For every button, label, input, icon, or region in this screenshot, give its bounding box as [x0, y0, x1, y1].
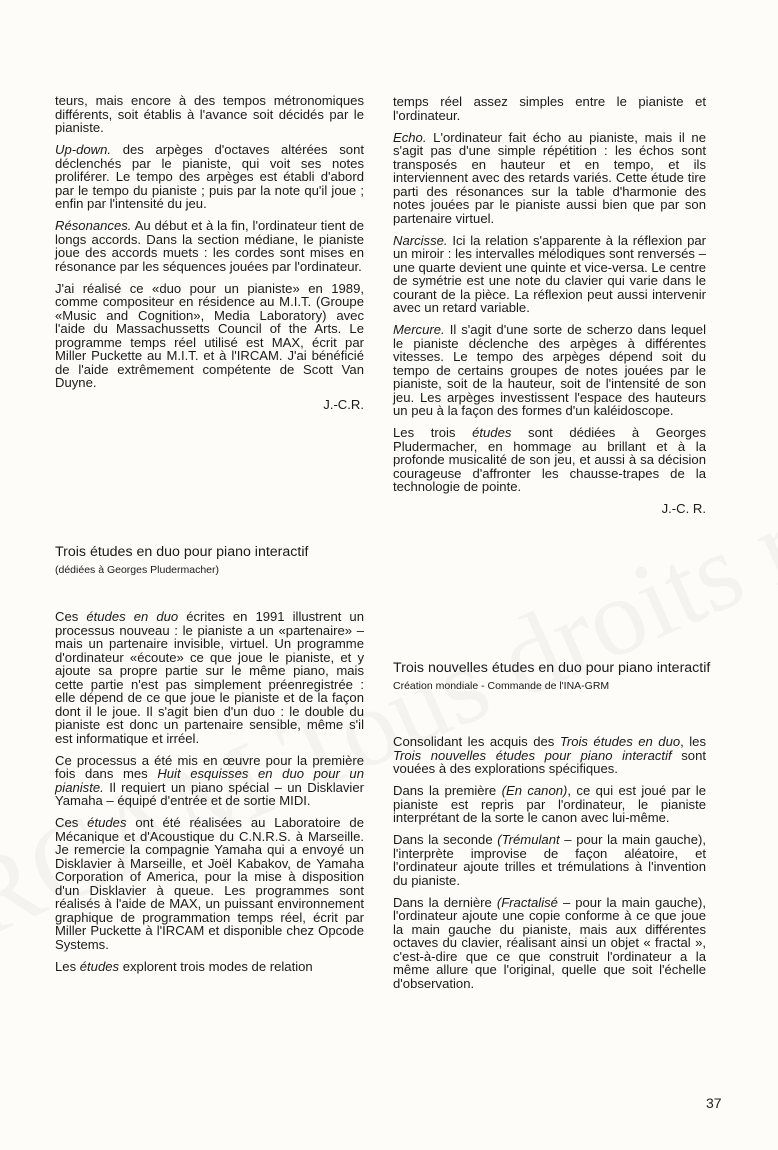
paragraph-narcisse	[393, 234, 706, 315]
text: L'ordinateur fait écho au pianiste, mais il ne s'agit pas d'une simple répétition : les échos sont transposés en hauteur et en tempo, et ils interviennent avec des retards variés. Cette étude tire parti des résonances sur la table d'harmonie des notes jouées par le pianiste aussi bien que par son partenaire virtuel.	[393, 129, 706, 226]
term-mercure: Mercure.	[393, 322, 445, 337]
paragraph-updown	[55, 143, 364, 211]
text: Il requiert un piano spécial – un Disklavier Yamaha – équipé d'entrée et de sortie MIDI.	[55, 779, 364, 808]
section2-subtitle: Création mondiale - Commande de l'INA-GRM	[393, 680, 610, 692]
section2-body	[393, 735, 706, 990]
text: ont été réalisées au Laboratoire de Mécanique et d'Acoustique du C.N.R.S. à Marseille. Je remercie la compagnie Yamaha qui a envoyé un Disklavier à Marseille, et Joël Kabakov, de Yamaha Corporation of America, pour la mise à disposition d'un Disklavier à queue. Les programmes sont réalisés à l'aide de MAX, un puissant environnement graphique de programmation temps réel, écrit par Miller Puckette à l'IRCAM et disponible chez Opcode Systems.	[55, 815, 364, 952]
text: explorent trois modes de relation	[119, 958, 313, 974]
emphasis: études	[472, 425, 512, 440]
section1-header	[55, 544, 375, 577]
section1-subtitle: (dédiées à Georges Pludermacher)	[55, 564, 220, 576]
paragraph-resonances	[55, 219, 364, 273]
emphasis: Trois nouvelles études pour piano interactif	[393, 747, 672, 763]
emphasis: Trois études en duo	[559, 734, 681, 749]
paragraph	[55, 754, 364, 808]
text: sont vouées à des explorations spécifiques.	[393, 747, 706, 776]
signature: J.-C. R.	[661, 501, 706, 516]
text: Dans la première	[393, 783, 502, 798]
text: Ces	[55, 815, 88, 830]
paragraph	[393, 896, 706, 991]
text: Ces	[55, 609, 87, 624]
emphasis: études	[87, 815, 127, 830]
paragraph: teurs, mais encore à des tempos métronomiques différents, soit établis à l'avance soit décidés par le pianiste.	[55, 93, 364, 135]
emphasis: études	[79, 958, 120, 974]
term-echo: Echo.	[393, 129, 427, 145]
emphasis: études en duo	[86, 609, 179, 624]
text: – pour la main gauche), l'ordinateur ajoute une copie conforme à ce que joue la main gauche du pianiste, mais aux différentes octaves du clavier, réalisant ainsi un objet « fractal », c'est-à-dire que ce que construit l'ordinateur a la même allure que l'original, quelle que soit l'échelle d'observation.	[393, 894, 706, 991]
text: – pour la main gauche), l'interprète improvise de façon aléatoire, et l'ordinateur ajoute trilles et trémulations à l'invention du pianiste.	[393, 832, 706, 888]
text: Ici la relation s'apparente à la réflexion par un miroir : les intervalles mélodiques sont renversés – une quarte devient une quinte et vice-versa. Le centre de symétrie est une note du clavier qui varie dans le courant de la pièce. La réflexion peut aussi intervenir avec un retard variable.	[393, 232, 706, 315]
paragraph-text: Au début et à la fin, l'ordinateur tient de longs accords. Dans la section médiane, le pianiste joue des accords muets : les cordes sont mises en résonance par les séquences jouées par l'ordinateur.	[55, 218, 364, 274]
paragraph-text: des arpèges d'octaves altérées sont déclenchés par le pianiste, qui voit ses notes proliférer. Le tempo des arpèges est établi d'abord par le tempo du pianiste ; puis par la note qu'il joue ; enfin par l'intensité du jeu.	[55, 142, 365, 211]
term-resonances: Résonances.	[55, 218, 132, 233]
text: Les trois	[393, 425, 473, 440]
emphasis: Huit esquisses en duo pour un pianiste.	[55, 766, 364, 795]
paragraph: J'ai réalisé ce «duo pour un pianiste» en 1989, comme compositeur en résidence au M.I.T. (Groupe «Music and Cognition», Media Laboratory) avec l'aide du Massachussetts Council of the Arts. Le programme temps réel utilisé est MAX, écrit par Miller Puckette au M.I.T. et à l'IRCAM. J'ai bénéficié de l'aide extrêmement compétente de Scott Van Duyne.	[55, 280, 364, 390]
paragraph-mercure	[393, 323, 706, 418]
paragraph	[55, 816, 364, 951]
left-column	[55, 94, 364, 412]
signature: J.-C.R.	[323, 397, 364, 412]
text: , les	[680, 734, 707, 749]
term-narcisse: Narcisse.	[393, 232, 448, 248]
paragraph	[55, 960, 364, 974]
text: écrites en 1991 illustrent un processus nouveau : le pianiste a un «partenaire» – mais un partenaire invisible, virtuel. Un programme d'ordinateur «écoute» ce que joue le pianiste, et y ajoute sa propre partie sur le même piano, mais cette partie n'est pas simplement préenregistrée : elle dépend de ce que joue le pianiste et de la façon dont il le joue. Il s'agit bien d'un duo : le double du pianiste est donc un partenaire sensible, même s'il est informatique et irréel.	[55, 609, 364, 746]
paragraph	[55, 610, 364, 745]
paragraph-dedication	[393, 426, 706, 494]
paragraph: temps réel assez simples entre le pianiste et l'ordinateur.	[393, 94, 706, 123]
text: Dans la dernière	[393, 894, 497, 910]
text: , ce qui est joué par le pianiste est repris par l'ordinateur, le pianiste interprétant de la sorte le canon avec lui-même.	[393, 783, 707, 825]
section1-body	[55, 610, 364, 973]
text: Les	[55, 958, 80, 974]
emphasis: (Fractalisé	[496, 894, 558, 910]
text: Il s'agit d'une sorte de scherzo dans lequel le pianiste déclenche des arpèges à différentes vitesses. Le tempo des arpèges dépend soit du tempo de certains groupes de notes jouées par le pianiste, soit de la hauteur, soit de l'intensité de son jeu. Les arpèges investissent l'espace des hauteurs un peu à la façon des formes d'un kaléidoscope.	[393, 322, 706, 418]
text: sont dédiées à Georges Pludermacher, en hommage au brillant et à la profonde musicalité de son jeu, et aussi à sa décision courageuse d'affronter les chausse-trapes de la technologie de pointe.	[393, 425, 707, 494]
text: Ce processus a été mis en œuvre pour la première fois dans mes	[55, 752, 364, 781]
text: Dans la seconde	[393, 832, 498, 847]
emphasis: (Trémulant	[497, 832, 560, 847]
text: Consolidant les acquis des	[393, 734, 560, 749]
paragraph-echo	[393, 131, 706, 226]
right-column	[393, 95, 706, 516]
term-updown: Up-down.	[55, 142, 112, 157]
page-number: 37	[706, 1095, 722, 1111]
section2-title: Trois nouvelles études en duo pour piano interactif	[393, 660, 711, 676]
section2-header	[393, 660, 713, 693]
paragraph	[393, 784, 706, 825]
paragraph	[393, 735, 706, 776]
emphasis: (En canon)	[501, 783, 568, 798]
paragraph	[393, 833, 706, 887]
section1-title: Trois études en duo pour piano interactif	[55, 544, 309, 560]
